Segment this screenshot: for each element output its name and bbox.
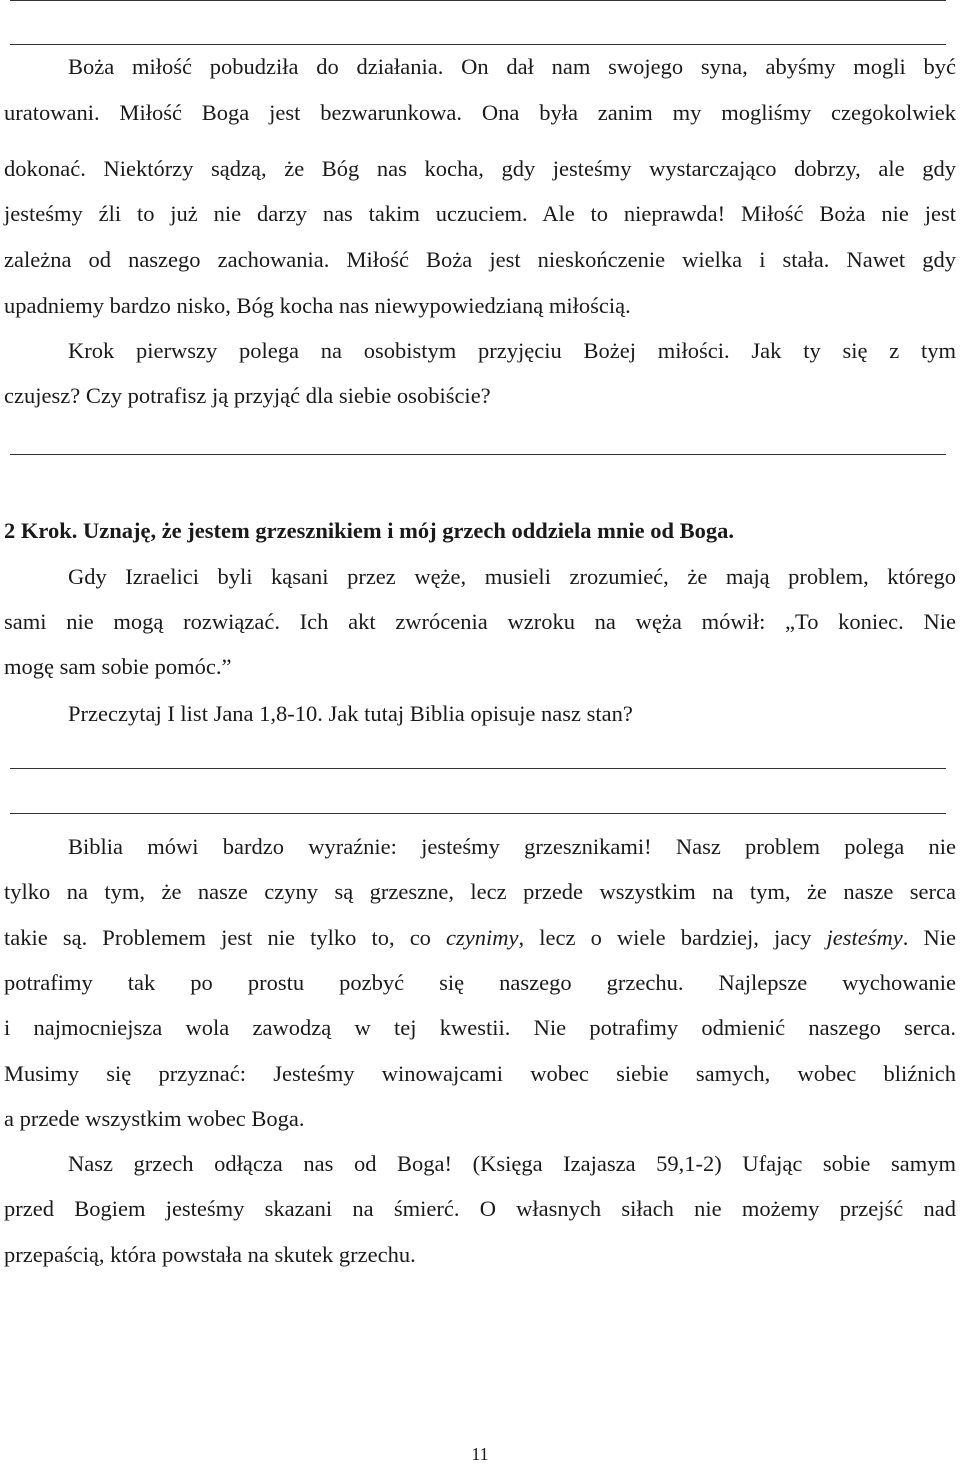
text-run: takie są. Problemem jest nie tylko to, co xyxy=(4,925,447,950)
paragraph-line: i najmocniejsza wola zawodzą w tej kwestii. Nie potrafimy odmienić naszego serca. xyxy=(4,1015,956,1040)
paragraph-line: mogę sam sobie pomóc.” xyxy=(4,654,232,679)
paragraph-line: przepaścią, która powstała na skutek grzechu. xyxy=(4,1242,416,1267)
paragraph-line: Musimy się przyznać: Jesteśmy winowajcami wobec siebie samych, wobec bliźnich xyxy=(4,1061,956,1086)
paragraph-line: uratowani. Miłość Boga jest bezwarunkowa. Ona była zanim my mogliśmy czegokolwiek xyxy=(4,100,956,125)
paragraph-line: a przede wszystkim wobec Boga. xyxy=(4,1106,305,1131)
paragraph-line: tylko na tym, że nasze czyny są grzeszne, lecz przede wszystkim na tym, że nasze serca xyxy=(4,879,956,904)
emphasis: jesteśmy xyxy=(826,925,903,950)
paragraph-line: Gdy Izraelici byli kąsani przez węże, musieli zrozumieć, że mają problem, którego xyxy=(68,564,956,589)
paragraph-line: sami nie mogą rozwiązać. Ich akt zwrócenia wzroku na węża mówił: „To koniec. Nie xyxy=(4,609,956,634)
paragraph-line: dokonać. Niektórzy sądzą, że Bóg nas kocha, gdy jesteśmy wystarczająco dobrzy, ale gdy xyxy=(4,156,956,181)
paragraph-line: Krok pierwszy polega na osobistym przyjęciu Bożej miłości. Jak ty się z tym xyxy=(68,338,956,363)
paragraph-line: Boża miłość pobudziła do działania. On dał nam swojego syna, abyśmy mogli być xyxy=(68,54,956,79)
text-run: , lecz o wiele bardziej, jacy xyxy=(518,925,827,950)
paragraph-line: upadniemy bardzo nisko, Bóg kocha nas niewypowiedzianą miłością. xyxy=(4,293,631,318)
section-heading: 2 Krok. Uznaję, że jestem grzesznikiem i mój grzech oddziela mnie od Boga. xyxy=(4,518,735,543)
paragraph-line: Biblia mówi bardzo wyraźnie: jesteśmy grzesznikami! Nasz problem polega nie xyxy=(68,834,956,859)
paragraph-line: Nasz grzech odłącza nas od Boga! (Księga Izajasza 59,1-2) Ufając sobie samym xyxy=(68,1151,956,1176)
paragraph-line xyxy=(4,923,956,953)
answer-line xyxy=(10,0,946,1)
answer-line xyxy=(10,44,946,45)
paragraph-line: jesteśmy źli to już nie darzy nas takim uczuciem. Ale to nieprawda! Miłość Boża nie jest xyxy=(4,201,956,226)
emphasis: czynimy xyxy=(446,925,519,950)
paragraph-line: czujesz? Czy potrafisz ją przyjąć dla siebie osobiście? xyxy=(4,383,491,408)
paragraph-line: potrafimy tak po prostu pozbyć się naszego grzechu. Najlepsze wychowanie xyxy=(4,970,956,995)
answer-line xyxy=(10,454,946,455)
page-number: 11 xyxy=(471,1444,489,1464)
paragraph-line: zależna od naszego zachowania. Miłość Boża jest nieskończenie wielka i stała. Nawet gdy xyxy=(4,247,956,272)
answer-line xyxy=(10,813,946,814)
paragraph-line: przed Bogiem jesteśmy skazani na śmierć. O własnych siłach nie możemy przejść nad xyxy=(4,1196,956,1221)
answer-line xyxy=(10,768,946,769)
paragraph-line: Przeczytaj I list Jana 1,8-10. Jak tutaj Biblia opisuje nasz stan? xyxy=(68,701,633,726)
text-run: . Nie xyxy=(902,925,956,950)
